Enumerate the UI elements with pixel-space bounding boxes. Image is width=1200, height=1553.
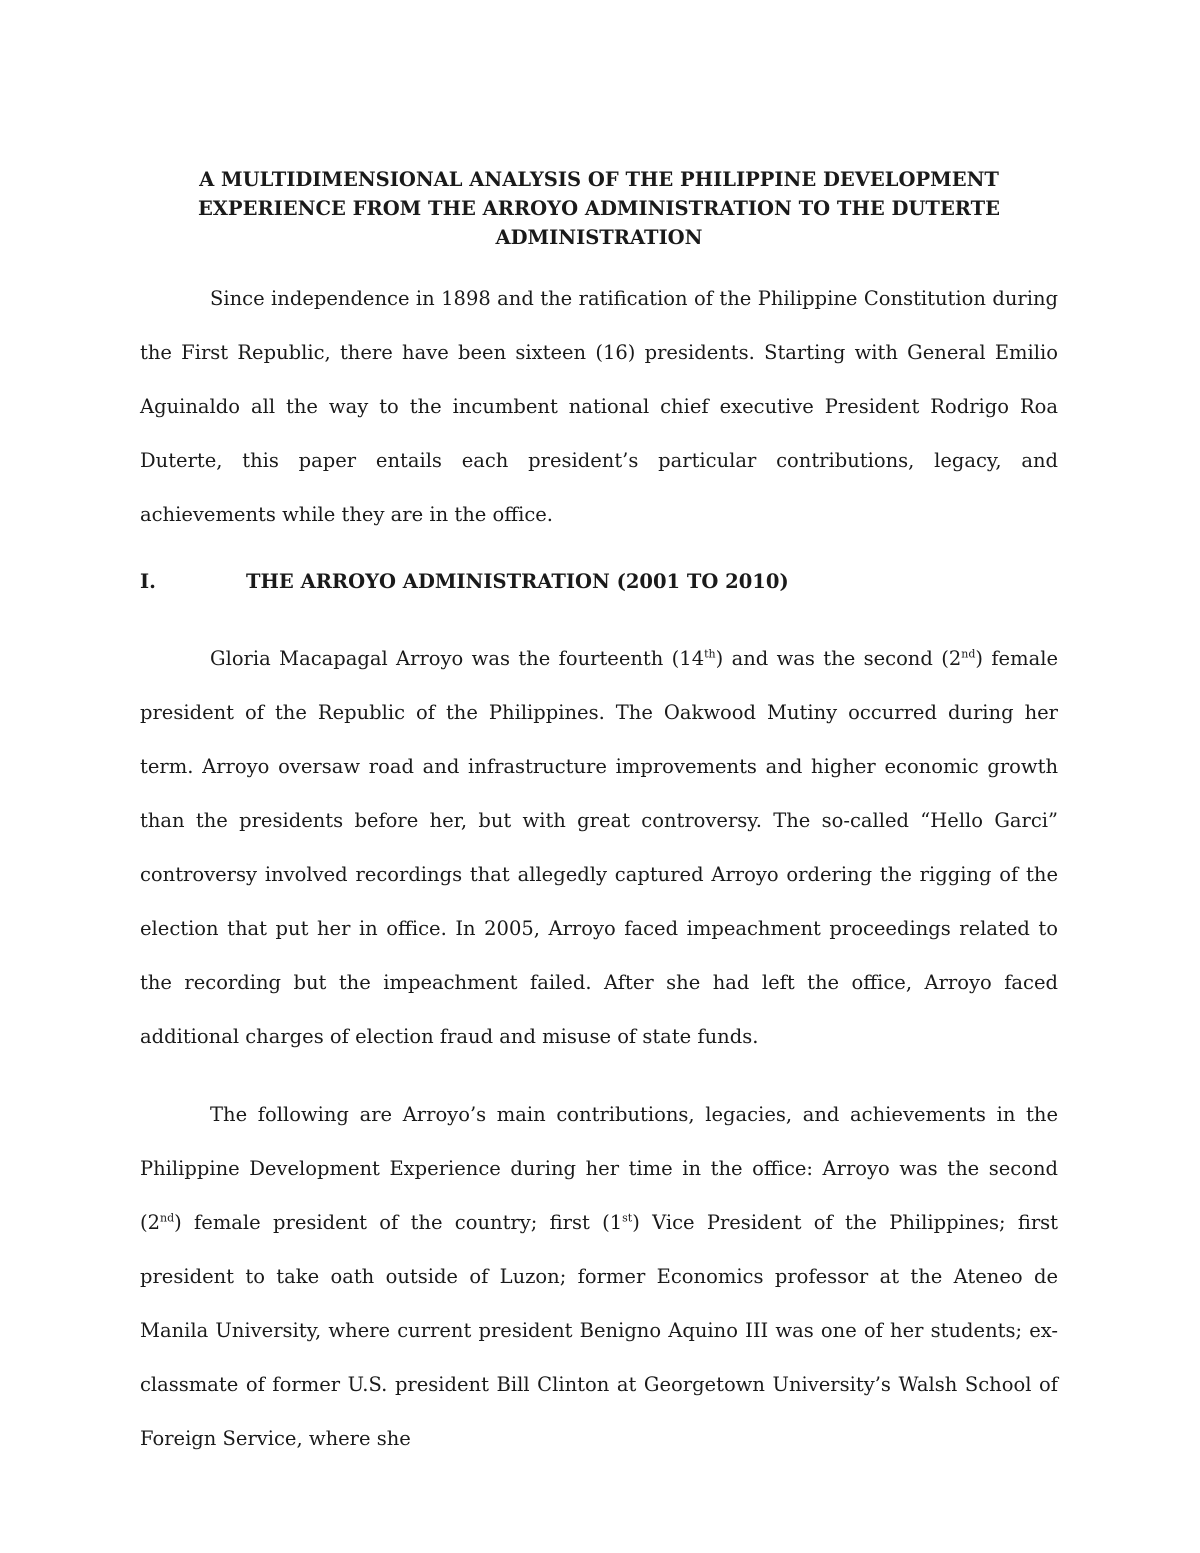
arroyo-text-a: Gloria Macapagal Arroyo was the fourteenth (14 xyxy=(210,647,705,670)
title-line-2: EXPERIENCE FROM THE ARROYO ADMINISTRATION TO THE DUTERTE xyxy=(197,197,1001,220)
arroyo-text-b: ) and was the second (2 xyxy=(715,647,962,670)
ordinal-suffix: th xyxy=(704,647,716,661)
document-content xyxy=(140,165,1058,1466)
arroyo-text-c: ) female president of the Republic of the Philippines. The Oakwood Mutiny occurred during her term. Arroyo oversaw road and infrastructure improvements and higher economic growth than the presidents before her, but with great controversy. The so-called “Hello Garci” controversy involved recordings that allegedly captured Arroyo ordering the rigging of the election that put her in office. In 2005, Arroyo faced impeachment proceedings related to the recording but the impeachment failed. After she had left the office, Arroyo faced additional charges of election fraud and misuse of state funds. xyxy=(140,647,1058,1048)
intro-paragraph: Since independence in 1898 and the ratification of the Philippine Constitution during the First Republic, there have been sixteen (16) presidents. Starting with General Emilio Aguinaldo all the way to the incumbent national chief executive President Rodrigo Roa Duterte, this paper entails each president’s particular contributions, legacy, and achievements while they are in the office. xyxy=(140,287,1058,526)
section-heading xyxy=(140,568,1058,596)
section-title: THE ARROYO ADMINISTRATION (2001 TO 2010) xyxy=(246,570,789,593)
ordinal-suffix: nd xyxy=(160,1211,175,1225)
title-line-1: A MULTIDIMENSIONAL ANALYSIS OF THE PHILIPPINE DEVELOPMENT xyxy=(199,168,999,191)
contributions-text-c: ) Vice President of the Philippines; first president to take oath outside of Luzon; former Economics professor at the Ateneo de Manila University, where current president Benigno Aquino III was one of her students; ex-classmate of former U.S. president Bill Clinton at Georgetown University’s Walsh School of Foreign Service, where she xyxy=(140,1211,1058,1450)
title-line-3: ADMINISTRATION xyxy=(495,226,703,249)
section-number: I. xyxy=(140,570,156,593)
arroyo-paragraph xyxy=(140,632,1058,1064)
contributions-paragraph xyxy=(140,1088,1058,1466)
ordinal-suffix: st xyxy=(622,1211,633,1225)
document-title xyxy=(140,165,1058,252)
contributions-text-b: ) female president of the country; first (1 xyxy=(174,1211,623,1234)
ordinal-suffix: nd xyxy=(961,647,976,661)
contributions-text-a: The following are Arroyo’s main contributions, legacies, and achievements in the Philippine Development Experience during her time in the office: Arroyo was the second (2 xyxy=(140,1103,1058,1234)
